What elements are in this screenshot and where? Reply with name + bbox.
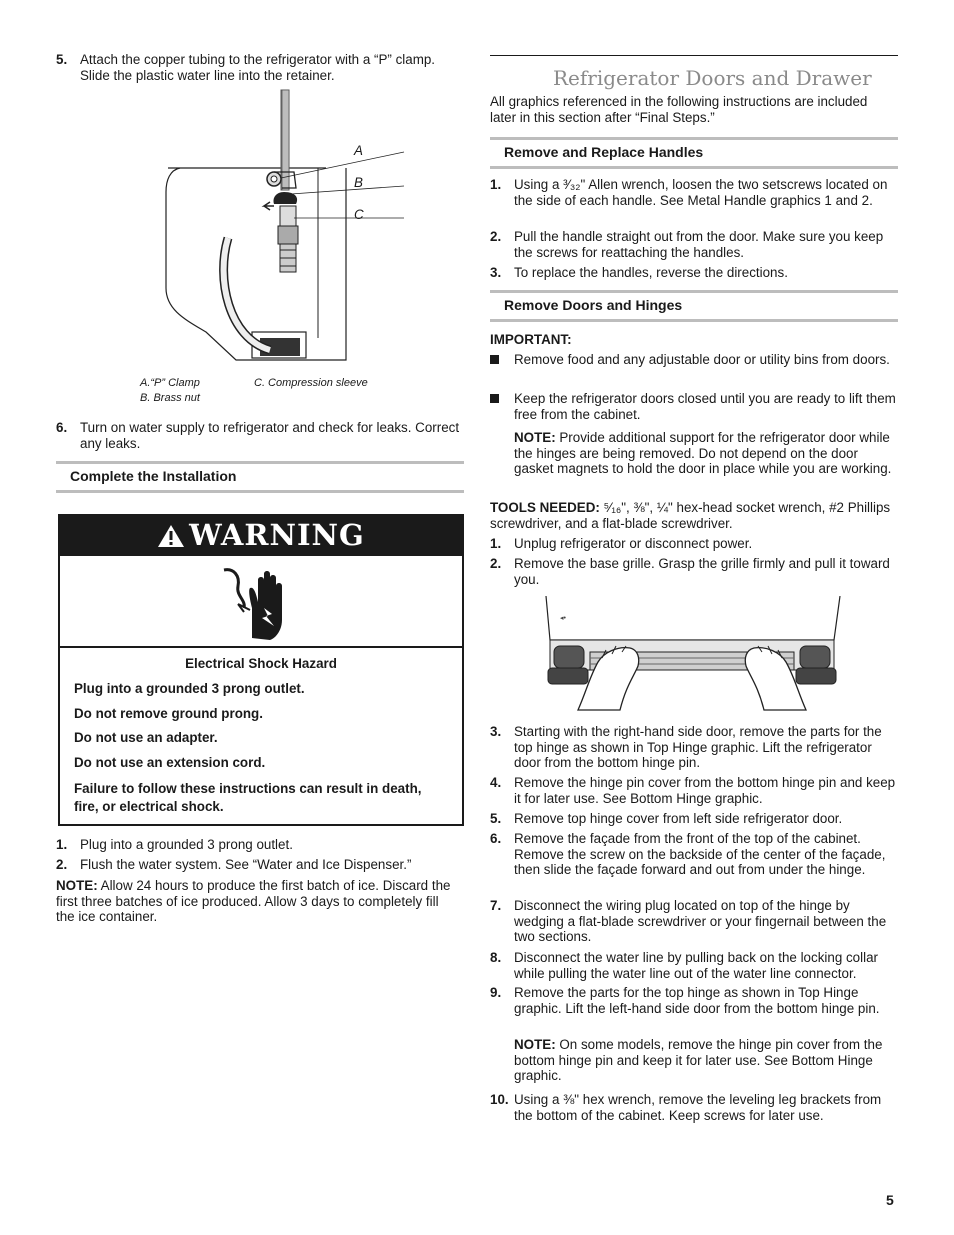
section-handles-title: Remove and Replace Handles	[504, 144, 704, 160]
label-b: B	[354, 175, 363, 190]
warning-line-2: Do not remove ground prong.	[74, 706, 263, 721]
warning-line-1: Plug into a grounded 3 prong outlet.	[74, 681, 305, 696]
warning-title: WARNING	[189, 518, 365, 553]
caption-b: B. Brass nut	[140, 392, 200, 404]
door-step-10: 10. Using a ⅜" hex wrench, remove the leveling leg brackets from the bottom of the cabinet. Keep screws for later use.	[490, 1092, 882, 1123]
warning-triangle-icon	[157, 523, 185, 549]
handle-step-1: 1. Using a ³⁄₃₂" Allen wrench, loosen the two setscrews located on the side of each handle. See Metal Handle graphics 1 and 2.	[490, 177, 888, 208]
note-label: NOTE:	[56, 878, 98, 893]
ice-note	[56, 878, 460, 925]
door-step-5: 5. Remove top hinge cover from left side refrigerator door.	[490, 811, 843, 826]
section-title: Complete the Installation	[70, 468, 237, 484]
door-step-2: 2. Remove the base grille. Grasp the grille firmly and pull it toward you.	[490, 556, 890, 587]
electrical-shock-hand-icon	[220, 564, 292, 640]
section-doors-hinges	[490, 290, 898, 322]
bullet-1: Remove food and any adjustable door or utility bins from doors.	[490, 352, 898, 368]
door-step-3: 3. Starting with the right-hand side door, remove the parts for the top hinge as shown in Top Hinge graphic. Lift the refrigerator door from the bottom hinge pin.	[490, 724, 882, 771]
step-5: 5. Attach the copper tubing to the refrigerator with a “P” clamp. Slide the plastic water line into the retainer.	[56, 52, 436, 83]
handle-step-3: 3. To replace the handles, reverse the directions.	[490, 265, 788, 280]
label-a: A	[354, 143, 363, 158]
warning-header	[60, 516, 462, 556]
warning-line-4: Do not use an extension cord.	[74, 755, 266, 770]
warning-line-5: Failure to follow these instructions can result in death, fire, or electrical shock.	[74, 781, 422, 814]
step-6: 6. Turn on water supply to refrigerator and check for leaks. Correct any leaks.	[56, 420, 460, 451]
tools-needed: TOOLS NEEDED: ⁵⁄₁₆", ⅜", ¼" hex-head socket wrench, #2 Phillips screwdriver, and a flat-blade screwdriver.	[490, 500, 891, 531]
door-step-1: 1. Unplug refrigerator or disconnect power.	[490, 536, 753, 551]
install-step-1: 1. Plug into a grounded 3 prong outlet.	[56, 837, 293, 852]
base-grille-removal-figure	[542, 596, 852, 712]
door-step-9: 9. Remove the parts for the top hinge as shown in Top Hinge graphic. Lift the left-hand side door from the bottom hinge pin.	[490, 985, 880, 1016]
label-c: C	[354, 207, 364, 222]
svg-text:◂•: ◂•	[560, 615, 566, 622]
bullet-2: Keep the refrigerator doors closed until you are ready to lift them free from the cabinet.	[490, 391, 898, 422]
important-label: IMPORTANT:	[490, 332, 572, 347]
section-doors-title: Remove Doors and Hinges	[504, 297, 683, 313]
warning-icon-area	[60, 556, 462, 648]
water-line-p-clamp-figure	[156, 88, 466, 378]
bullet-square-icon	[490, 355, 499, 364]
caption-c: C. Compression sleeve	[254, 377, 368, 389]
page-number: 5	[886, 1192, 894, 1208]
caption-a: A.“P” Clamp	[140, 377, 200, 389]
note-text: Allow 24 hours to produce the first batch of ice. Discard the first three batches of ice produced. Allow 3 days to completely fill the ice container.	[56, 878, 451, 925]
intro-text: All graphics referenced in the following instructions are included later in this section after “Final Steps.”	[490, 94, 868, 125]
page-title: Refrigerator Doors and Drawer	[553, 66, 872, 90]
handle-step-2: 2. Pull the handle straight out from the door. Make sure you keep the screws for reattaching the handles.	[490, 229, 884, 260]
section-handles	[490, 137, 898, 169]
door-step-4: 4. Remove the hinge pin cover from the bottom hinge pin and keep it for later use. See Bottom Hinge graphic.	[490, 775, 896, 806]
door-step-6: 6. Remove the façade from the front of the top of the cabinet. Remove the screw on the backside of the center of the façade, then slide the façade forward and out from under the hinge.	[490, 831, 886, 878]
bullet-square-icon	[490, 394, 499, 403]
warning-line-3: Do not use an adapter.	[74, 730, 218, 745]
door-step-7: 7. Disconnect the wiring plug located on top of the hinge by wedging a flat-blade screwdriver or your fingernail between the two sections.	[490, 898, 887, 945]
warning-box	[58, 514, 464, 826]
hinge-note: NOTE: On some models, remove the hinge pin cover from the bottom hinge pin and keep it for later use. See Bottom Hinge graphic.	[514, 1037, 883, 1084]
section-complete-installation	[56, 461, 464, 493]
title-rule	[490, 55, 898, 56]
door-step-8: 8. Disconnect the water line by pulling back on the locking collar while pulling the water line out of the water line connector.	[490, 950, 878, 981]
door-note: NOTE: Provide additional support for the refrigerator door while the hinges are being removed. Do not depend on the door gasket magnets to hold the door in place while you are working.	[514, 430, 892, 477]
install-step-2: 2. Flush the water system. See “Water and Ice Dispenser.”	[56, 857, 412, 872]
hazard-title: Electrical Shock Hazard	[185, 656, 337, 671]
